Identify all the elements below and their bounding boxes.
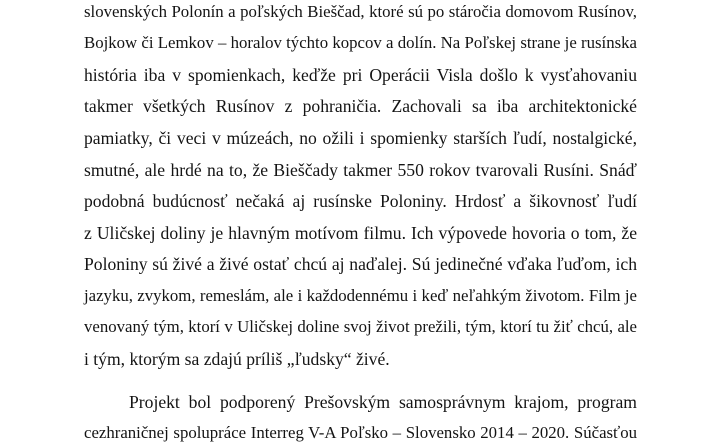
paragraph-line: história iba v spomienkach, keďže pri Operácii Visla došlo k vysťahovaniu <box>84 65 637 85</box>
paragraph-line: jazyku, zvykom, remeslám, ale i každodennému i keď neľahkým životom. Film je <box>84 286 637 305</box>
paragraph-line: Projekt bol podporený Prešovským samosprávnym krajom, program <box>129 392 637 412</box>
paragraph-line: takmer všetkých Rusínov z pohraničia. Zachovali sa iba architektonické <box>84 96 637 116</box>
paragraph-line: z Uličskej doliny je hlavným motívom filmu. Ich výpovede hovoria o tom, že <box>84 223 637 243</box>
paragraph-line: slovenských Polonín a poľských Bieščad, ktoré sú po stáročia domovom Rusínov, <box>84 2 637 21</box>
paragraph-line: Poloniny sú živé a živé ostať chcú aj naďalej. Sú jedinečné vďaka ľuďom, ich <box>84 254 637 274</box>
paragraph-line: venovaný tým, ktorí v Uličskej doline svoj život prežili, tým, ktorí tu žiť chcú, ale <box>84 317 637 336</box>
paragraph-line: Bojkow či Lemkov – horalov týchto kopcov a dolín. Na Poľskej strane je rusínska <box>84 33 637 52</box>
paragraph-line: smutné, ale hrdé na to, že Bieščady takmer 550 rokov tvarovali Rusíni. Snáď <box>84 160 637 180</box>
paragraph-line: podobná budúcnosť nečaká aj rusínske Poloniny. Hrdosť a šikovnosť ľudí <box>84 191 637 211</box>
paragraph-line: i tým, ktorým sa zdajú príliš „ľudsky“ živé. <box>84 349 390 369</box>
paragraph-line: pamiatky, či veci v múzeách, no ožili i spomienky starších ľudí, nostalgické, <box>84 128 637 148</box>
paragraph-line: cezhraničnej spolupráce Interreg V-A Poľsko – Slovensko 2014 – 2020. Súčasťou <box>84 423 637 442</box>
